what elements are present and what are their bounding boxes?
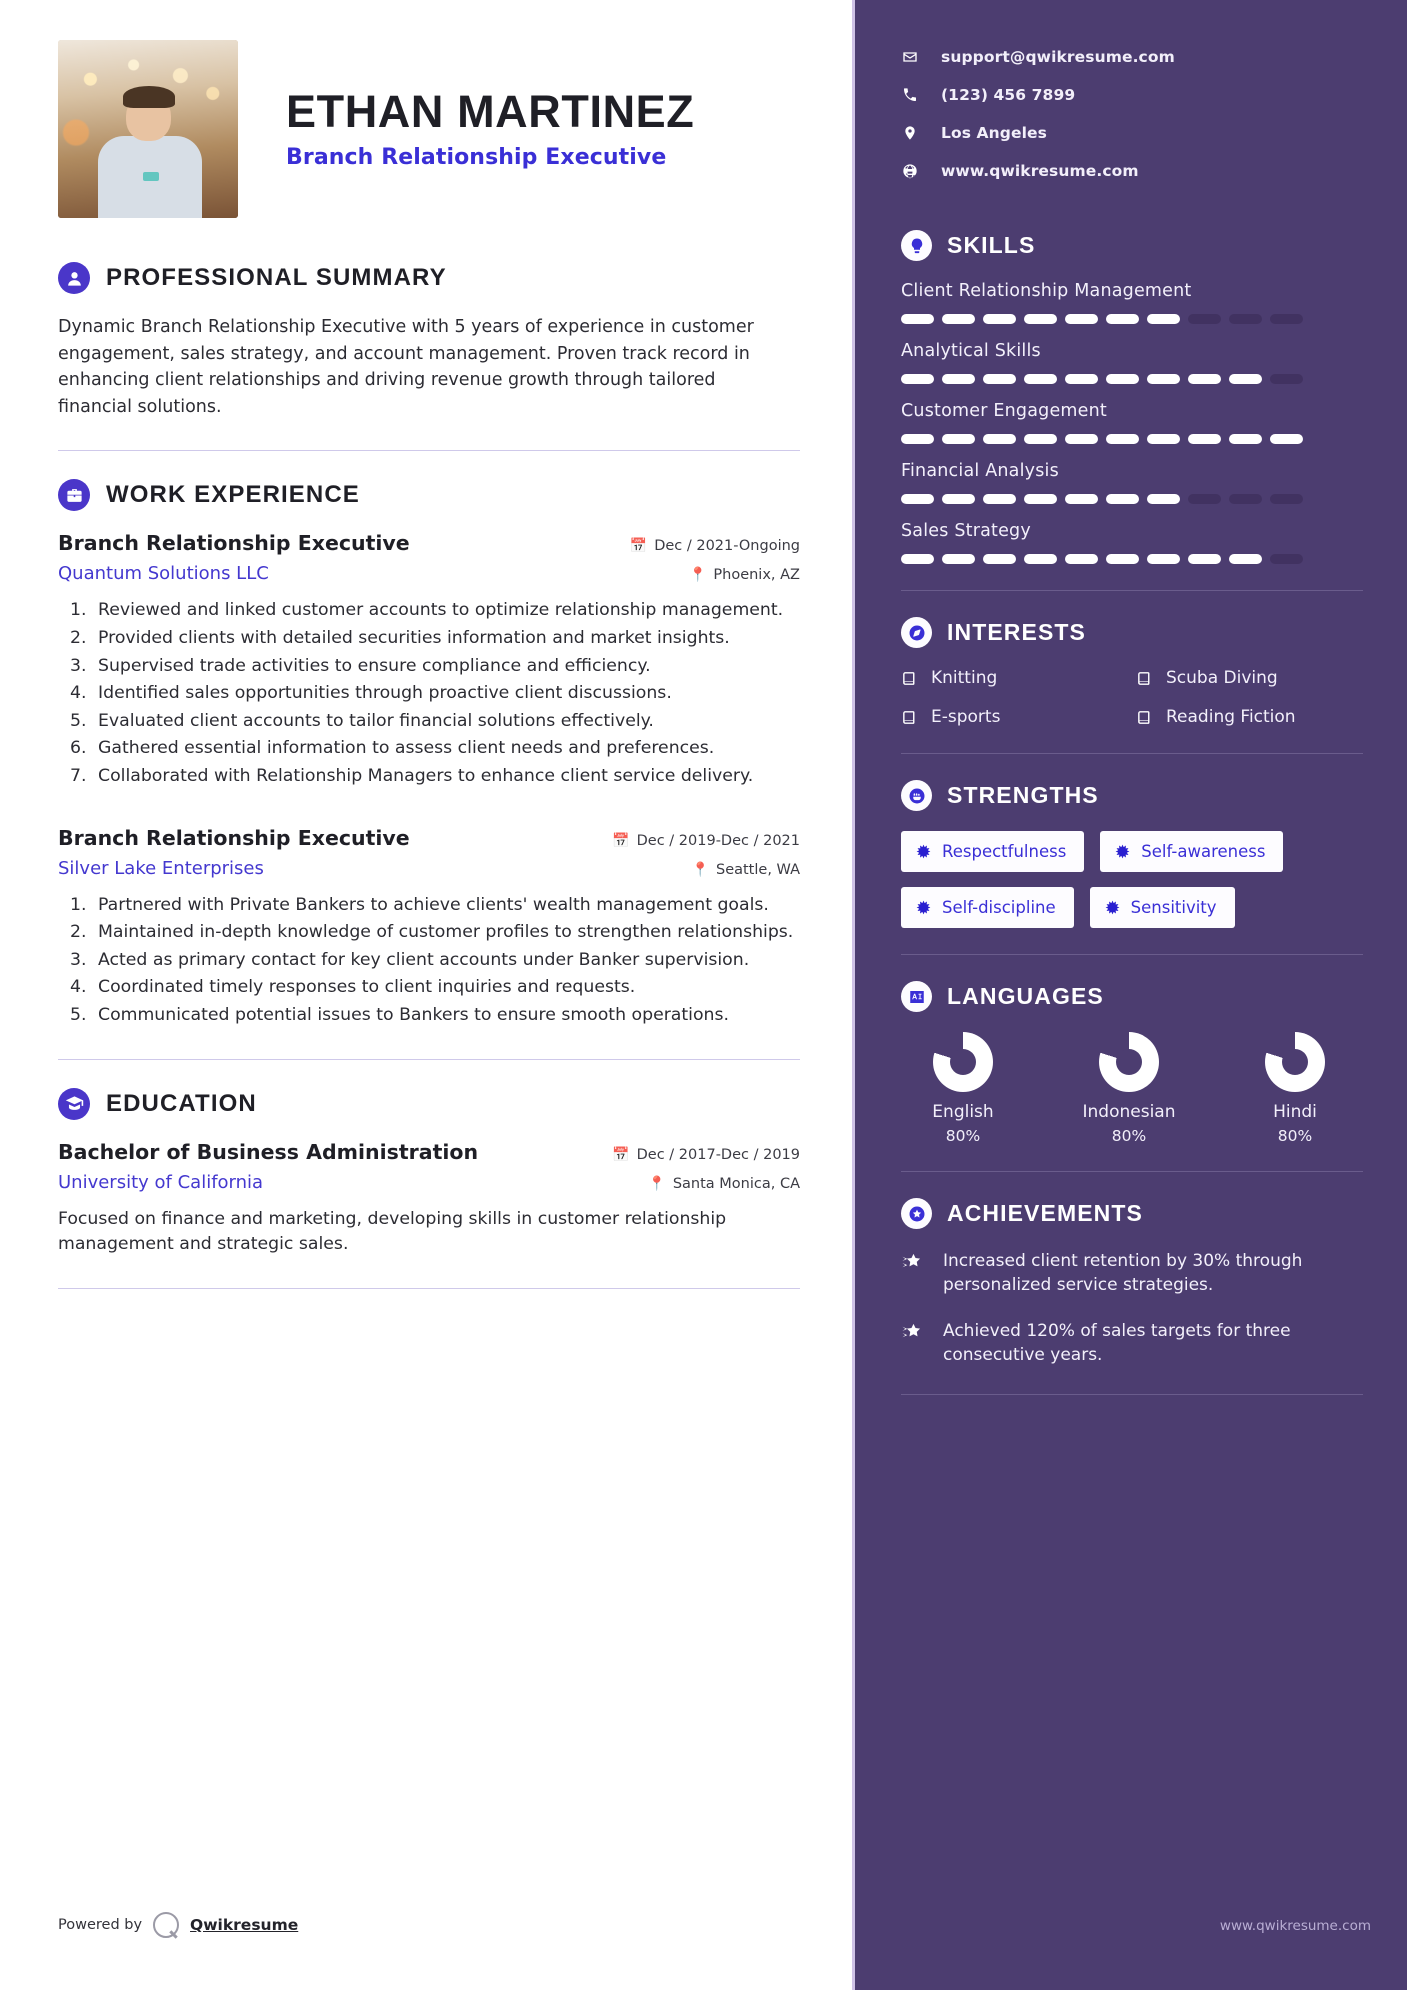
- language-item: [1239, 1032, 1351, 1145]
- skill-rating-dot: [1229, 494, 1262, 504]
- skill-rating-dot: [1024, 314, 1057, 324]
- divider: [901, 1394, 1363, 1395]
- user-icon: [58, 262, 90, 294]
- skill-rating-dot: [1024, 374, 1057, 384]
- skill-rating-dot: [983, 374, 1016, 384]
- divider: [901, 954, 1363, 955]
- skill-rating-dot: [1188, 374, 1221, 384]
- skill-rating: [901, 314, 1363, 324]
- languages-list: [901, 1032, 1363, 1145]
- achievement-item: [901, 1319, 1363, 1367]
- skill-rating: [901, 434, 1363, 444]
- achievement-text: Achieved 120% of sales targets for three consecutive years.: [943, 1321, 1291, 1366]
- skill-rating-dot: [942, 434, 975, 444]
- skill-rating-dot: [1229, 554, 1262, 564]
- skill-rating-dot: [983, 314, 1016, 324]
- section-header: [901, 230, 1363, 261]
- skill-rating-dot: [1024, 434, 1057, 444]
- starburst-icon: [916, 900, 931, 915]
- section-languages: [901, 981, 1363, 1145]
- interest-item: [901, 707, 1128, 727]
- skill-rating-dot: [1147, 554, 1180, 564]
- graduation-cap-icon: [58, 1088, 90, 1120]
- section-title: STRENGTHS: [947, 782, 1099, 808]
- education-location: 📍 Santa Monica, CA: [648, 1175, 800, 1192]
- section-title: EDUCATION: [106, 1089, 257, 1117]
- page-title: ETHAN MARTINEZ: [286, 85, 695, 137]
- footer-branding: [58, 1912, 298, 1938]
- location-pin-icon: [901, 125, 919, 141]
- education-item: [58, 1140, 800, 1259]
- section-education: [58, 1088, 800, 1259]
- briefcase-icon: [58, 479, 90, 511]
- donut-hole: [1116, 1049, 1142, 1075]
- divider: [58, 1288, 800, 1289]
- skill-rating-dot: [1229, 434, 1262, 444]
- interests-list: [901, 668, 1363, 727]
- skill-rating-dot: [1147, 314, 1180, 324]
- skill-rating-dot: [1065, 554, 1098, 564]
- resume-header: [58, 40, 800, 218]
- skill-rating-dot: [1065, 374, 1098, 384]
- donut-hole: [950, 1049, 976, 1075]
- education-dates: 📅 Dec / 2017-Dec / 2019: [612, 1146, 800, 1163]
- skill-label: Sales Strategy: [901, 521, 1031, 541]
- experience-location: 📍 Seattle, WA: [691, 861, 800, 878]
- section-strengths: [901, 780, 1363, 928]
- skill-rating: [901, 554, 1363, 564]
- language-item: [907, 1032, 1019, 1145]
- skill-rating-dot: [1188, 494, 1221, 504]
- powered-by-label: Powered by: [58, 1917, 143, 1933]
- pin-icon: 📍: [691, 861, 709, 878]
- skill-rating-dot: [1106, 374, 1139, 384]
- skill-rating-dot: [983, 554, 1016, 564]
- language-percent: 80%: [945, 1127, 981, 1145]
- experience-title: Branch Relationship Executive: [58, 531, 410, 556]
- calendar-icon: 📅: [612, 832, 630, 849]
- qwikresume-link[interactable]: Qwikresume: [190, 1916, 299, 1934]
- interest-label: Reading Fiction: [1166, 707, 1296, 727]
- language-name: English: [932, 1102, 994, 1122]
- skill-rating-dot: [1270, 434, 1303, 444]
- starburst-icon: [1115, 844, 1130, 859]
- profile-photo: [58, 40, 238, 218]
- contact-email[interactable]: support@qwikresume.com: [901, 48, 1363, 66]
- list-item: 1. Reviewed and linked customer accounts to optimize relationship management.: [92, 598, 800, 624]
- section-header: [901, 1198, 1363, 1229]
- skill-label: Financial Analysis: [901, 461, 1059, 481]
- section-title: INTERESTS: [947, 619, 1086, 645]
- skill-label: Customer Engagement: [901, 401, 1107, 421]
- strength-chip: [901, 887, 1074, 928]
- paper-plane-icon: [901, 617, 932, 648]
- section-header: [58, 479, 800, 511]
- list-item: 7. Collaborated with Relationship Managers to enhance client service delivery.: [92, 764, 800, 790]
- experience-dates: 📅 Dec / 2019-Dec / 2021: [612, 832, 800, 849]
- starburst-icon: [1105, 900, 1120, 915]
- language-name: Hindi: [1273, 1102, 1317, 1122]
- list-item: 3. Supervised trade activities to ensure compliance and efficiency.: [92, 654, 800, 680]
- star-badge-icon: [901, 1198, 932, 1229]
- skill-rating-dot: [1147, 494, 1180, 504]
- divider: [901, 590, 1363, 591]
- achievements-list: [901, 1249, 1363, 1368]
- list-item: 3. Acted as primary contact for key client accounts under Banker supervision.: [92, 948, 800, 974]
- skill-rating-dot: [901, 314, 934, 324]
- strength-chip: [1100, 831, 1283, 872]
- globe-icon: [901, 163, 919, 179]
- list-item: 4. Coordinated timely responses to client inquiries and requests.: [92, 975, 800, 1001]
- skill-rating-dot: [1147, 434, 1180, 444]
- skill-rating-dot: [901, 494, 934, 504]
- book-icon: [901, 670, 918, 687]
- language-icon: [901, 981, 932, 1012]
- skill-rating-dot: [983, 494, 1016, 504]
- strength-label: Sensitivity: [1130, 898, 1217, 917]
- section-title: LANGUAGES: [947, 983, 1104, 1009]
- language-percent: 80%: [1277, 1127, 1313, 1145]
- skill-rating-dot: [983, 434, 1016, 444]
- interest-item: [1136, 707, 1363, 727]
- list-item: 5. Communicated potential issues to Bankers to ensure smooth operations.: [92, 1003, 800, 1029]
- sidebar: [852, 0, 1407, 1990]
- skill-rating-dot: [1106, 554, 1139, 564]
- skill-rating-dot: [1024, 554, 1057, 564]
- language-name: Indonesian: [1082, 1102, 1176, 1122]
- summary-text: Dynamic Branch Relationship Executive with 5 years of experience in customer engagement, sales strategy, and account management. Proven track record in enhancing client relationships and driving revenue growth through tailored financial solutions.: [58, 317, 754, 417]
- experience-dates: 📅 Dec / 2021-Ongoing: [629, 538, 800, 555]
- language-percent: 80%: [1111, 1127, 1147, 1145]
- mail-icon: [901, 49, 919, 65]
- divider: [901, 753, 1363, 754]
- divider: [58, 450, 800, 451]
- list-item: 4. Identified sales opportunities through proactive client discussions.: [92, 681, 800, 707]
- divider: [58, 1059, 800, 1060]
- section-skills: [901, 230, 1363, 564]
- qwikresume-logo-icon: [153, 1912, 179, 1938]
- skill-rating-dot: [1270, 314, 1303, 324]
- section-title: PROFESSIONAL SUMMARY: [106, 264, 447, 291]
- ribbon-star-icon: [901, 1319, 927, 1348]
- skill-rating-dot: [1188, 554, 1221, 564]
- skill-rating-dot: [1106, 314, 1139, 324]
- strength-label: Self-awareness: [1141, 842, 1266, 861]
- section-header: [901, 981, 1363, 1012]
- contact-block: [901, 48, 1363, 180]
- section-header: [901, 780, 1363, 811]
- skill-rating-dot: [1065, 314, 1098, 324]
- skill-rating-dot: [1270, 554, 1303, 564]
- skill-rating-dot: [1188, 314, 1221, 324]
- divider: [901, 1171, 1363, 1172]
- education-description: Focused on finance and marketing, developing skills in customer relationship management and strategic sales.: [58, 1208, 727, 1255]
- book-icon: [901, 709, 918, 726]
- skill-rating-dot: [1229, 314, 1262, 324]
- experience-title: Branch Relationship Executive: [58, 825, 410, 850]
- skill-rating-dot: [901, 554, 934, 564]
- section-professional-summary: [58, 262, 800, 420]
- list-item: 2. Maintained in-depth knowledge of customer profiles to strengthen relationships.: [92, 920, 800, 946]
- education-degree: Bachelor of Business Administration: [58, 1139, 479, 1164]
- strength-label: Self-discipline: [942, 898, 1056, 917]
- contact-phone[interactable]: (123) 456 7899: [901, 86, 1363, 104]
- skill-rating-dot: [1147, 374, 1180, 384]
- section-interests: [901, 617, 1363, 727]
- experience-location: 📍 Phoenix, AZ: [688, 567, 800, 584]
- contact-website[interactable]: www.qwikresume.com: [901, 162, 1363, 180]
- strength-label: Respectfulness: [942, 842, 1067, 861]
- skill-rating-dot: [942, 554, 975, 564]
- list-item: 5. Evaluated client accounts to tailor financial solutions effectively.: [92, 709, 800, 735]
- section-header: [901, 617, 1363, 648]
- skill-rating: [901, 494, 1363, 504]
- calendar-icon: 📅: [612, 1146, 630, 1163]
- skill-rating-dot: [1065, 494, 1098, 504]
- fist-icon: [901, 780, 932, 811]
- section-work-experience: [58, 479, 800, 1028]
- phone-icon: [901, 87, 919, 103]
- skill-rating-dot: [1188, 434, 1221, 444]
- skill-rating-dot: [942, 314, 975, 324]
- pin-icon: 📍: [648, 1175, 666, 1192]
- achievement-item: [901, 1249, 1363, 1297]
- contact-location: Los Angeles: [901, 124, 1363, 142]
- sidebar-footer-url: www.qwikresume.com: [1219, 1918, 1371, 1934]
- section-title: SKILLS: [947, 232, 1036, 258]
- job-title: Branch Relationship Executive: [286, 145, 667, 171]
- skill-label: Client Relationship Management: [901, 281, 1192, 301]
- experience-bullets: [92, 893, 800, 1029]
- list-item: 2. Provided clients with detailed securities information and market insights.: [92, 626, 800, 652]
- strengths-list: [901, 831, 1363, 928]
- experience-item: [58, 531, 800, 789]
- ribbon-star-icon: [901, 1249, 927, 1278]
- skill-rating-dot: [1106, 494, 1139, 504]
- book-icon: [1136, 670, 1153, 687]
- strength-chip: [1090, 887, 1235, 928]
- calendar-icon: 📅: [629, 538, 648, 555]
- interest-label: E-sports: [931, 707, 1001, 727]
- skills-list: [901, 281, 1363, 564]
- interest-label: Scuba Diving: [1166, 668, 1278, 688]
- donut-hole: [1282, 1049, 1308, 1075]
- interest-label: Knitting: [931, 668, 998, 688]
- interest-item: [901, 668, 1128, 688]
- strength-chip: [901, 831, 1084, 872]
- section-achievements: [901, 1198, 1363, 1368]
- section-header: [58, 262, 800, 294]
- language-donut-chart: [933, 1032, 993, 1092]
- skill-rating-dot: [1024, 494, 1057, 504]
- language-donut-chart: [1265, 1032, 1325, 1092]
- language-item: [1073, 1032, 1185, 1145]
- experience-company: Quantum Solutions LLC: [58, 563, 269, 585]
- experience-item: [58, 826, 800, 1029]
- section-header: [58, 1088, 800, 1120]
- skill-rating-dot: [901, 434, 934, 444]
- interest-item: [1136, 668, 1363, 688]
- book-icon: [1136, 709, 1153, 726]
- list-item: 1. Partnered with Private Bankers to achieve clients' wealth management goals.: [92, 893, 800, 919]
- experience-company: Silver Lake Enterprises: [58, 857, 264, 879]
- skill-rating-dot: [1270, 494, 1303, 504]
- section-title: WORK EXPERIENCE: [106, 481, 360, 509]
- skill-rating-dot: [1229, 374, 1262, 384]
- list-item: 6. Gathered essential information to assess client needs and preferences.: [92, 736, 800, 762]
- skill-rating: [901, 374, 1363, 384]
- lightbulb-icon: [901, 230, 932, 261]
- experience-bullets: [92, 598, 800, 789]
- education-school: University of California: [58, 1171, 264, 1193]
- skill-rating-dot: [1065, 434, 1098, 444]
- achievement-text: Increased client retention by 30% through personalized service strategies.: [943, 1251, 1303, 1296]
- skill-rating-dot: [1270, 374, 1303, 384]
- skill-rating-dot: [901, 374, 934, 384]
- language-donut-chart: [1099, 1032, 1159, 1092]
- skill-label: Analytical Skills: [901, 341, 1041, 361]
- starburst-icon: [916, 844, 931, 859]
- skill-rating-dot: [942, 374, 975, 384]
- skill-rating-dot: [942, 494, 975, 504]
- skill-rating-dot: [1106, 434, 1139, 444]
- pin-icon: 📍: [688, 567, 707, 584]
- section-title: ACHIEVEMENTS: [947, 1200, 1143, 1226]
